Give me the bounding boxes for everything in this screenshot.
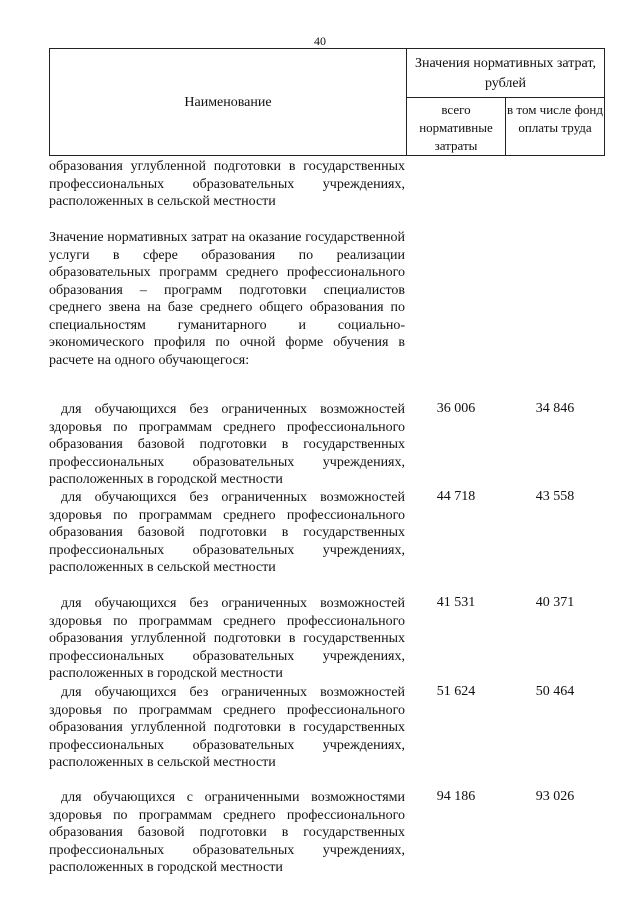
row-text: для обучающихся без ограниченных возможностей здоровья по программам среднего профессионального образования базовой подготовки в государственных профессиональных образовательных учреждениях, расположенных в городской местности bbox=[49, 402, 405, 487]
row-total-value: 36 006 bbox=[436, 401, 476, 416]
row-total-value: 94 186 bbox=[436, 789, 476, 804]
row-fund-value: 40 371 bbox=[535, 595, 575, 610]
row-fund-value: 34 846 bbox=[535, 401, 575, 416]
row-text: для обучающихся без ограниченных возможностей здоровья по программам среднего профессионального образования углубленной подготовки в государственных профессиональных образовательных учреждениях, расположенных в сельской местности bbox=[49, 685, 405, 770]
header-total-column: всего нормативные затраты bbox=[419, 102, 493, 153]
header-fund-column: в том числе фонд оплаты труда bbox=[507, 102, 603, 135]
row-total-value: 41 531 bbox=[436, 595, 476, 610]
header-values-column: Значения нормативных затрат, рублей bbox=[415, 56, 596, 91]
row-text: для обучающихся с ограниченными возможностями здоровья по программам среднего профессионального образования базовой подготовки в государственных профессиональных образовательных учреждениях, расположенных в городской местности bbox=[49, 790, 405, 875]
row-total-value: 44 718 bbox=[436, 489, 476, 504]
row-text: для обучающихся без ограниченных возможностей здоровья по программам среднего профессионального образования базовой подготовки в государственных профессиональных образовательных учреждениях, расположенных в сельской местности bbox=[49, 490, 405, 575]
row-fund-value: 43 558 bbox=[535, 489, 575, 504]
row-text: для обучающихся без ограниченных возможностей здоровья по программам среднего профессионального образования углубленной подготовки в государственных профессиональных образовательных учреждениях, расположенных в городской местности bbox=[49, 596, 405, 681]
row-fund-value: 93 026 bbox=[535, 789, 575, 804]
intro-text: Значение нормативных затрат на оказание государственной услуги в сфере образования по реализации образовательных программ среднего профессионального образования – программ подготовки специалистов среднего звена на базе среднего общего образования по специальностям гуманитарного и социально-экономического профиля по очной форме обучения в расчете на одного обучающегося: bbox=[49, 230, 405, 368]
page-number: 40 bbox=[314, 34, 326, 48]
header-name-column: Наименование bbox=[184, 95, 272, 110]
table-header bbox=[49, 48, 605, 156]
row-fund-value: 50 464 bbox=[535, 684, 575, 699]
row-total-value: 51 624 bbox=[436, 684, 476, 699]
continuation-text: образования углубленной подготовки в государственных профессиональных образовательных учреждениях, расположенных в сельской местности bbox=[49, 159, 405, 209]
